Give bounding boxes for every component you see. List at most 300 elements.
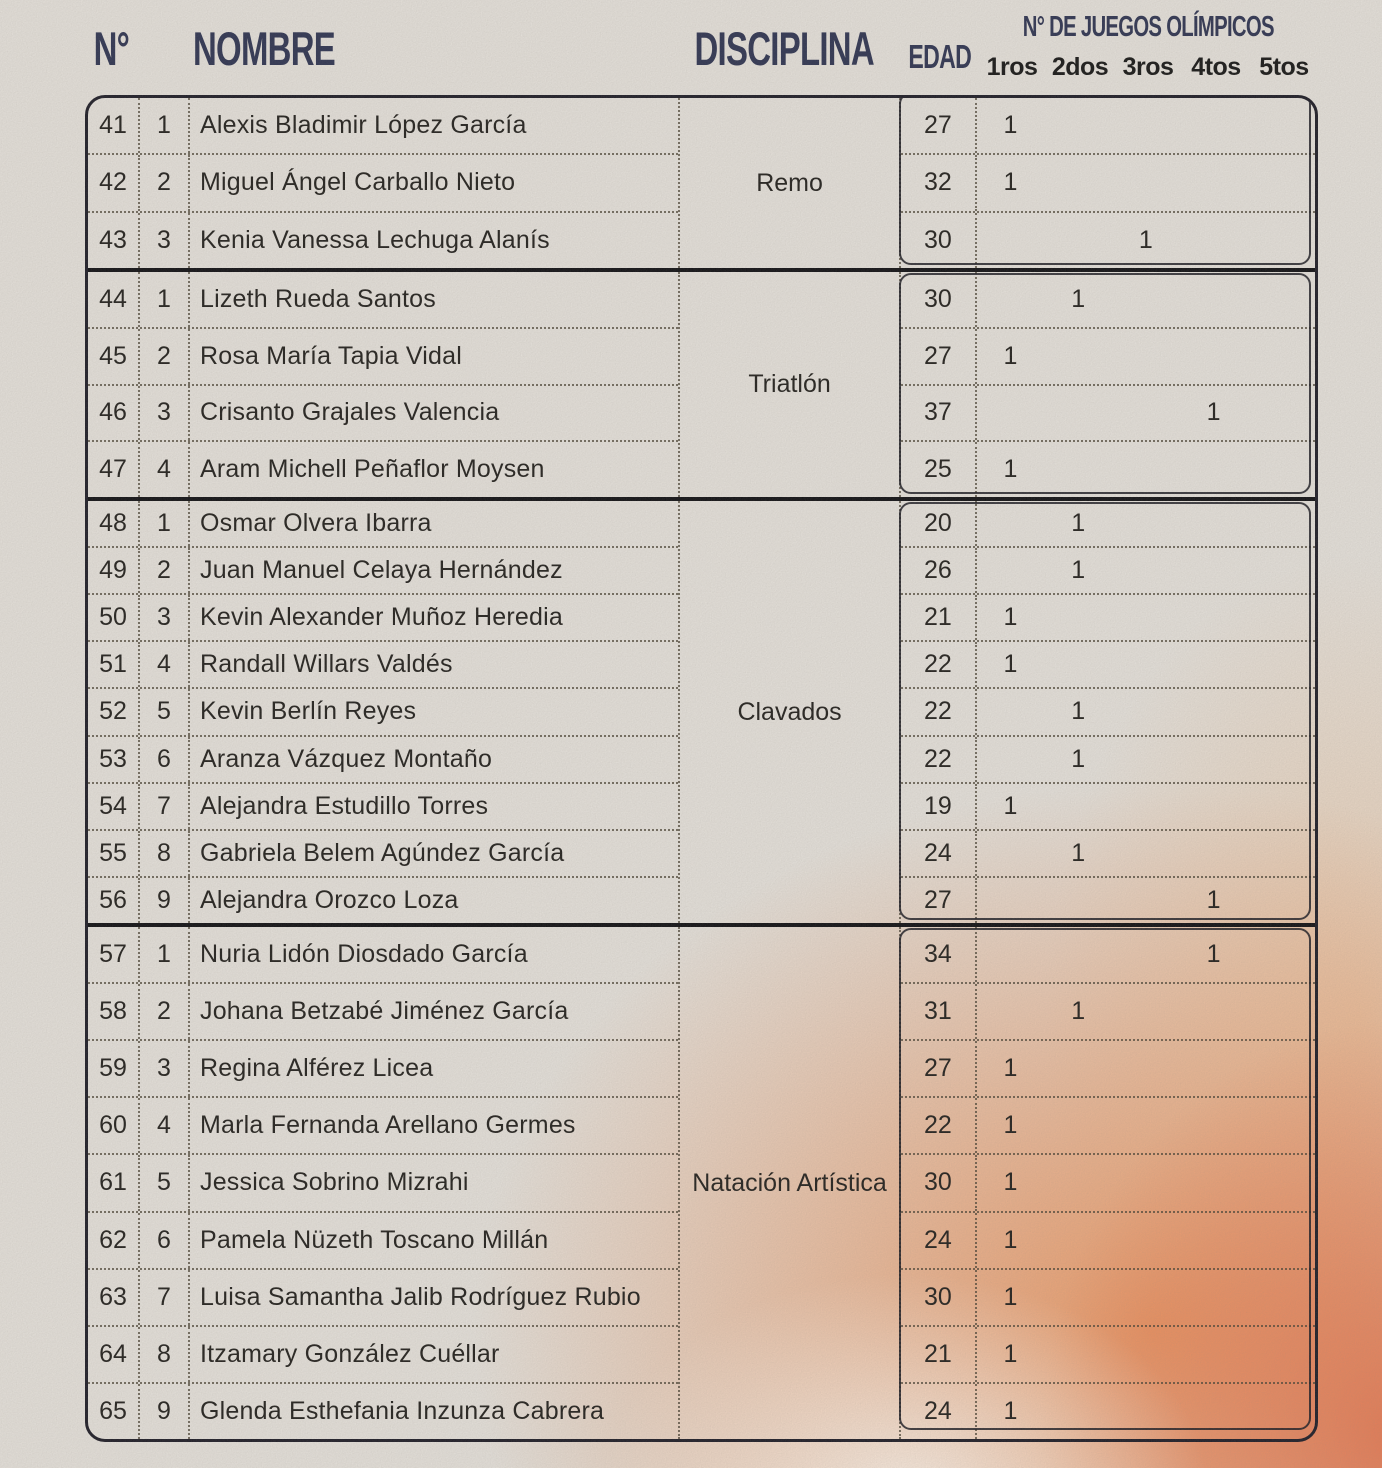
games-cell-2dos — [1044, 927, 1112, 982]
athlete-subnumber-cell: 5 — [140, 689, 190, 734]
games-cell-5tos — [1247, 386, 1315, 441]
athlete-subnumber-cell: 5 — [140, 1155, 190, 1210]
athlete-subnumber-cell: 8 — [140, 1327, 190, 1382]
athlete-number-cell: 60 — [88, 1098, 140, 1153]
games-cell-3ros — [1112, 595, 1180, 640]
games-cell-2dos — [1044, 1270, 1112, 1325]
athlete-row-right-52 — [901, 687, 1315, 734]
athlete-number-cell: 57 — [88, 927, 140, 982]
games-subheader-4tos: 4tos — [1191, 53, 1241, 81]
games-cell-5tos — [1247, 155, 1315, 210]
athlete-name-cell: Lizeth Rueda Santos — [200, 284, 436, 313]
athlete-age-cell: 24 — [901, 1213, 977, 1268]
athlete-subnumber-cell: 1 — [140, 98, 190, 153]
column-header-num — [85, 18, 137, 76]
athlete-row-left-43 — [88, 211, 678, 268]
games-cell-4tos — [1180, 737, 1248, 782]
athlete-name-cell: Crisanto Grajales Valencia — [200, 398, 500, 427]
athlete-name-cell: Kenia Vanessa Lechuga Alanís — [200, 225, 550, 254]
games-cell-4tos — [1180, 1213, 1248, 1268]
games-cell-3ros — [1112, 642, 1180, 687]
athlete-name-cell: Juan Manuel Celaya Hernández — [200, 556, 563, 585]
games-cell-5tos — [1247, 1155, 1315, 1210]
athlete-row-right-61 — [901, 1153, 1315, 1210]
athlete-subnumber-cell: 2 — [140, 329, 190, 384]
games-cell-3ros — [1112, 1041, 1180, 1096]
athlete-row-left-45 — [88, 327, 678, 384]
games-cell-1ros: 1 — [1003, 1111, 1018, 1140]
athlete-row-right-57 — [901, 927, 1315, 982]
games-cell-1ros: 1 — [1003, 603, 1018, 632]
games-cell-3ros — [1112, 386, 1180, 441]
athlete-name-cell: Alexis Bladimir López García — [200, 111, 527, 140]
games-cell-1ros: 1 — [1003, 1168, 1018, 1197]
athlete-name-cell: Nuria Lidón Diosdado García — [200, 940, 528, 969]
athlete-row-left-41 — [88, 98, 678, 153]
games-cell-1ros — [977, 927, 1045, 982]
column-header-nombre-label: NOMBRE — [193, 22, 336, 75]
column-header-nombre — [187, 18, 613, 76]
athlete-row-left-46 — [88, 384, 678, 441]
athlete-number-cell: 42 — [88, 155, 140, 210]
athlete-row-right-63 — [901, 1268, 1315, 1325]
discipline-group-clavados — [88, 497, 1315, 923]
games-cell-5tos — [1247, 737, 1315, 782]
column-header-num-label: N° — [93, 22, 129, 75]
athlete-number-cell: 48 — [88, 501, 140, 546]
age-games-rows — [901, 927, 1315, 1439]
athlete-subnumber-cell: 3 — [140, 213, 190, 268]
games-cell-4tos — [1180, 689, 1248, 734]
athlete-name-cell: Aram Michell Peñaflor Moysen — [200, 455, 545, 484]
column-header-games-group — [978, 8, 1318, 44]
games-cell-2dos: 1 — [1071, 509, 1086, 538]
games-cell-1ros: 1 — [1003, 650, 1018, 679]
column-header-disciplina — [667, 18, 902, 76]
athlete-row-right-55 — [901, 829, 1315, 876]
athlete-row-right-42 — [901, 153, 1315, 210]
games-cell-4tos: 1 — [1206, 398, 1221, 427]
athlete-number-cell: 49 — [88, 548, 140, 593]
athlete-age-cell: 27 — [901, 1041, 977, 1096]
athlete-age-cell: 30 — [901, 1270, 977, 1325]
athlete-number-cell: 52 — [88, 689, 140, 734]
athlete-row-right-60 — [901, 1096, 1315, 1153]
age-games-rows — [901, 98, 1315, 268]
discipline-label: Triatlón — [748, 370, 831, 398]
athlete-number-cell: 47 — [88, 442, 140, 497]
athlete-row-left-65 — [88, 1382, 678, 1439]
athlete-age-cell: 32 — [901, 155, 977, 210]
games-cell-4tos — [1180, 1270, 1248, 1325]
games-cell-3ros — [1112, 1213, 1180, 1268]
athlete-age-cell: 24 — [901, 831, 977, 876]
athlete-row-left-47 — [88, 440, 678, 497]
athlete-row-right-54 — [901, 782, 1315, 829]
games-cell-2dos — [1044, 642, 1112, 687]
athlete-age-cell: 22 — [901, 737, 977, 782]
athlete-number-cell: 62 — [88, 1213, 140, 1268]
athlete-number-cell: 64 — [88, 1327, 140, 1382]
athlete-left-rows — [88, 927, 678, 1439]
games-cell-1ros — [977, 386, 1045, 441]
athlete-row-left-63 — [88, 1268, 678, 1325]
games-cell-3ros — [1112, 98, 1180, 153]
athlete-row-left-52 — [88, 687, 678, 734]
discipline-label: Clavados — [737, 697, 842, 726]
games-cell-4tos: 1 — [1206, 885, 1221, 914]
athlete-age-cell: 27 — [901, 878, 977, 923]
athlete-row-left-56 — [88, 876, 678, 923]
athlete-age-cell: 26 — [901, 548, 977, 593]
games-cell-2dos — [1044, 98, 1112, 153]
games-cell-3ros — [1112, 689, 1180, 734]
athlete-name-cell: Itzamary González Cuéllar — [200, 1339, 500, 1368]
athlete-number-cell: 55 — [88, 831, 140, 876]
athlete-row-right-43 — [901, 211, 1315, 268]
games-cell-3ros: 1 — [1138, 225, 1153, 254]
athlete-row-left-53 — [88, 735, 678, 782]
games-cell-2dos — [1044, 1327, 1112, 1382]
athlete-subnumber-cell: 8 — [140, 831, 190, 876]
athlete-subnumber-cell: 2 — [140, 984, 190, 1039]
athlete-subnumber-cell: 4 — [140, 442, 190, 497]
athlete-subnumber-cell: 7 — [140, 784, 190, 829]
games-cell-4tos — [1180, 1384, 1248, 1439]
athlete-age-cell: 30 — [901, 1155, 977, 1210]
games-subheader-5tos: 5tos — [1259, 53, 1309, 81]
games-cell-1ros — [977, 689, 1045, 734]
games-cell-3ros — [1112, 442, 1180, 497]
games-cell-1ros — [977, 737, 1045, 782]
athlete-name-cell: Gabriela Belem Agúndez García — [200, 838, 565, 867]
athlete-name-cell: Glenda Esthefania Inzunza Cabrera — [200, 1396, 605, 1425]
games-cell-2dos — [1044, 1041, 1112, 1096]
games-cell-4tos — [1180, 984, 1248, 1039]
athlete-row-left-49 — [88, 546, 678, 593]
athlete-age-cell: 22 — [901, 689, 977, 734]
athlete-name-cell: Regina Alférez Licea — [200, 1054, 434, 1083]
games-cell-5tos — [1247, 927, 1315, 982]
athlete-subnumber-cell: 2 — [140, 155, 190, 210]
athlete-row-left-48 — [88, 501, 678, 546]
column-header-games-group-label: N° DE JUEGOS OLÍMPICOS — [1022, 11, 1274, 43]
athlete-roster-table — [85, 95, 1318, 1442]
athlete-subnumber-cell: 3 — [140, 1041, 190, 1096]
athlete-row-left-55 — [88, 829, 678, 876]
athlete-subnumber-cell: 3 — [140, 386, 190, 441]
games-cell-1ros — [977, 878, 1045, 923]
athlete-number-cell: 41 — [88, 98, 140, 153]
games-cell-1ros: 1 — [1003, 341, 1018, 370]
athlete-name-cell: Johana Betzabé Jiménez García — [200, 997, 569, 1026]
athlete-row-right-47 — [901, 440, 1315, 497]
games-cell-3ros — [1112, 155, 1180, 210]
games-cell-4tos — [1180, 213, 1248, 268]
games-cell-3ros — [1112, 548, 1180, 593]
athlete-row-right-41 — [901, 98, 1315, 153]
column-header-edad-label: EDAD — [908, 38, 972, 75]
games-cell-5tos — [1247, 272, 1315, 327]
athlete-name-cell: Rosa María Tapia Vidal — [200, 341, 462, 370]
games-cell-4tos — [1180, 329, 1248, 384]
athlete-subnumber-cell: 1 — [140, 927, 190, 982]
athlete-row-right-64 — [901, 1325, 1315, 1382]
games-cell-5tos — [1247, 98, 1315, 153]
athlete-row-left-58 — [88, 982, 678, 1039]
age-games-panel — [901, 501, 1315, 923]
athlete-age-cell: 20 — [901, 501, 977, 546]
athlete-name-cell: Jessica Sobrino Mizrahi — [200, 1168, 469, 1197]
athlete-name-cell: Marla Fernanda Arellano Germes — [200, 1111, 576, 1140]
games-cell-2dos — [1044, 1098, 1112, 1153]
games-cell-5tos — [1247, 595, 1315, 640]
games-cell-4tos — [1180, 831, 1248, 876]
games-cell-1ros: 1 — [1003, 1054, 1018, 1083]
games-cell-1ros: 1 — [1003, 111, 1018, 140]
games-cell-4tos — [1180, 784, 1248, 829]
games-cell-5tos — [1247, 878, 1315, 923]
games-cell-1ros — [977, 272, 1045, 327]
athlete-age-cell: 37 — [901, 386, 977, 441]
athlete-row-left-42 — [88, 153, 678, 210]
athlete-row-left-59 — [88, 1039, 678, 1096]
athlete-age-cell: 30 — [901, 213, 977, 268]
games-cell-4tos — [1180, 548, 1248, 593]
games-cell-2dos — [1044, 1384, 1112, 1439]
games-cell-1ros — [977, 831, 1045, 876]
athlete-number-cell: 45 — [88, 329, 140, 384]
athlete-number-cell: 50 — [88, 595, 140, 640]
athlete-row-right-45 — [901, 327, 1315, 384]
athlete-age-cell: 21 — [901, 1327, 977, 1382]
discipline-cell — [678, 98, 901, 268]
games-cell-2dos — [1044, 213, 1112, 268]
games-cell-2dos — [1044, 878, 1112, 923]
athlete-row-right-44 — [901, 272, 1315, 327]
age-games-panel — [901, 927, 1315, 1439]
games-cell-5tos — [1247, 642, 1315, 687]
athlete-row-left-60 — [88, 1096, 678, 1153]
games-cell-4tos — [1180, 501, 1248, 546]
games-subheader-2dos: 2dos — [1051, 53, 1109, 81]
games-cell-2dos: 1 — [1071, 997, 1086, 1026]
games-cell-3ros — [1112, 927, 1180, 982]
age-games-rows — [901, 501, 1315, 923]
athlete-subnumber-cell: 4 — [140, 642, 190, 687]
games-cell-1ros — [977, 548, 1045, 593]
age-games-rows — [901, 272, 1315, 497]
games-cell-4tos — [1180, 595, 1248, 640]
age-games-panel — [901, 98, 1315, 268]
games-cell-3ros — [1112, 1327, 1180, 1382]
athlete-row-left-54 — [88, 782, 678, 829]
games-cell-4tos — [1180, 155, 1248, 210]
games-cell-1ros: 1 — [1003, 1339, 1018, 1368]
athlete-row-right-51 — [901, 640, 1315, 687]
discipline-group-natacion-artistica — [88, 923, 1315, 1439]
games-subheader-1ros: 1ros — [986, 53, 1038, 81]
athlete-subnumber-cell: 2 — [140, 548, 190, 593]
athlete-number-cell: 54 — [88, 784, 140, 829]
athlete-age-cell: 27 — [901, 98, 977, 153]
games-cell-1ros: 1 — [1003, 1396, 1018, 1425]
age-games-panel — [901, 272, 1315, 497]
games-cell-2dos — [1044, 155, 1112, 210]
games-cell-3ros — [1112, 737, 1180, 782]
games-cell-3ros — [1112, 1270, 1180, 1325]
games-cell-4tos — [1180, 1041, 1248, 1096]
athlete-age-cell: 30 — [901, 272, 977, 327]
athlete-number-cell: 51 — [88, 642, 140, 687]
games-cell-1ros: 1 — [1003, 168, 1018, 197]
athlete-age-cell: 27 — [901, 329, 977, 384]
athlete-subnumber-cell: 9 — [140, 1384, 190, 1439]
discipline-label: Remo — [756, 168, 823, 197]
games-subheader-3ros: 3ros — [1122, 53, 1174, 81]
games-cell-2dos: 1 — [1071, 744, 1086, 773]
athlete-row-left-50 — [88, 593, 678, 640]
games-cell-5tos — [1247, 213, 1315, 268]
athlete-row-left-61 — [88, 1153, 678, 1210]
athlete-number-cell: 44 — [88, 272, 140, 327]
games-cell-2dos: 1 — [1071, 697, 1086, 726]
athlete-subnumber-cell: 1 — [140, 272, 190, 327]
games-cell-5tos — [1247, 501, 1315, 546]
games-cell-3ros — [1112, 501, 1180, 546]
games-cell-5tos — [1247, 1098, 1315, 1153]
athlete-number-cell: 63 — [88, 1270, 140, 1325]
athlete-name-cell: Osmar Olvera Ibarra — [200, 509, 432, 538]
athlete-age-cell: 24 — [901, 1384, 977, 1439]
discipline-group-remo — [88, 98, 1315, 268]
athlete-subnumber-cell: 6 — [140, 1213, 190, 1268]
athlete-subnumber-cell: 9 — [140, 878, 190, 923]
athlete-subnumber-cell: 4 — [140, 1098, 190, 1153]
games-cell-3ros — [1112, 272, 1180, 327]
games-cell-2dos: 1 — [1071, 838, 1086, 867]
games-cell-2dos: 1 — [1071, 556, 1086, 585]
athlete-name-cell: Aranza Vázquez Montaño — [200, 744, 493, 773]
athlete-name-cell: Luisa Samantha Jalib Rodríguez Rubio — [200, 1282, 641, 1311]
games-cell-3ros — [1112, 1384, 1180, 1439]
discipline-group-triatlon — [88, 268, 1315, 497]
athlete-name-cell: Alejandra Estudillo Torres — [200, 791, 489, 820]
games-cell-5tos — [1247, 1270, 1315, 1325]
athlete-age-cell: 31 — [901, 984, 977, 1039]
games-cell-4tos — [1180, 272, 1248, 327]
athlete-number-cell: 43 — [88, 213, 140, 268]
games-cell-5tos — [1247, 442, 1315, 497]
athlete-left-rows — [88, 272, 678, 497]
games-cell-3ros — [1112, 984, 1180, 1039]
games-cell-5tos — [1247, 784, 1315, 829]
athlete-row-right-48 — [901, 501, 1315, 546]
athlete-row-right-49 — [901, 546, 1315, 593]
games-cell-3ros — [1112, 1155, 1180, 1210]
athlete-row-right-53 — [901, 735, 1315, 782]
athlete-number-cell: 61 — [88, 1155, 140, 1210]
games-cell-4tos: 1 — [1206, 940, 1221, 969]
games-cell-5tos — [1247, 984, 1315, 1039]
games-cell-4tos — [1180, 442, 1248, 497]
games-cell-1ros: 1 — [1003, 455, 1018, 484]
athlete-name-cell: Kevin Alexander Muñoz Heredia — [200, 603, 563, 632]
column-header-disciplina-label: DISCIPLINA — [694, 22, 875, 75]
discipline-label: Natación Artística — [692, 1168, 887, 1197]
athlete-number-cell: 58 — [88, 984, 140, 1039]
games-cell-5tos — [1247, 1213, 1315, 1268]
games-cell-2dos — [1044, 1213, 1112, 1268]
athlete-age-cell: 19 — [901, 784, 977, 829]
games-cell-4tos — [1180, 1155, 1248, 1210]
athlete-row-left-51 — [88, 640, 678, 687]
games-cell-4tos — [1180, 1327, 1248, 1382]
athlete-subnumber-cell: 3 — [140, 595, 190, 640]
games-cell-1ros: 1 — [1003, 1225, 1018, 1254]
games-cell-4tos — [1180, 642, 1248, 687]
athlete-row-right-46 — [901, 384, 1315, 441]
games-cell-2dos — [1044, 329, 1112, 384]
discipline-cell — [678, 927, 901, 1439]
athlete-age-cell: 22 — [901, 642, 977, 687]
athlete-row-right-58 — [901, 982, 1315, 1039]
athlete-number-cell: 46 — [88, 386, 140, 441]
athlete-number-cell: 53 — [88, 737, 140, 782]
athlete-subnumber-cell: 7 — [140, 1270, 190, 1325]
athlete-number-cell: 65 — [88, 1384, 140, 1439]
games-cell-3ros — [1112, 878, 1180, 923]
games-edition-subheaders — [978, 48, 1318, 82]
athlete-left-rows — [88, 98, 678, 268]
athlete-age-cell: 34 — [901, 927, 977, 982]
athlete-name-cell: Randall Willars Valdés — [200, 650, 453, 679]
games-cell-1ros — [977, 213, 1045, 268]
games-cell-2dos — [1044, 386, 1112, 441]
athlete-row-right-65 — [901, 1382, 1315, 1439]
games-cell-1ros — [977, 501, 1045, 546]
games-cell-2dos — [1044, 1155, 1112, 1210]
athlete-subnumber-cell: 6 — [140, 737, 190, 782]
games-cell-5tos — [1247, 1041, 1315, 1096]
games-cell-3ros — [1112, 329, 1180, 384]
athlete-row-left-57 — [88, 927, 678, 982]
discipline-cell — [678, 501, 901, 923]
games-cell-5tos — [1247, 329, 1315, 384]
games-cell-2dos — [1044, 442, 1112, 497]
athlete-age-cell: 25 — [901, 442, 977, 497]
athlete-name-cell: Miguel Ángel Carballo Nieto — [200, 168, 516, 197]
athlete-name-cell: Kevin Berlín Reyes — [200, 697, 417, 726]
athlete-age-cell: 22 — [901, 1098, 977, 1153]
games-cell-5tos — [1247, 689, 1315, 734]
athlete-row-right-62 — [901, 1211, 1315, 1268]
games-cell-5tos — [1247, 831, 1315, 876]
athlete-name-cell: Alejandra Orozco Loza — [200, 885, 459, 914]
athlete-row-right-50 — [901, 593, 1315, 640]
athlete-number-cell: 56 — [88, 878, 140, 923]
games-cell-2dos — [1044, 784, 1112, 829]
discipline-cell — [678, 272, 901, 497]
games-cell-5tos — [1247, 548, 1315, 593]
athlete-row-right-56 — [901, 876, 1315, 923]
games-cell-4tos — [1180, 1098, 1248, 1153]
athlete-name-cell: Pamela Nüzeth Toscano Millán — [200, 1225, 549, 1254]
games-cell-3ros — [1112, 784, 1180, 829]
athlete-row-left-64 — [88, 1325, 678, 1382]
games-cell-3ros — [1112, 1098, 1180, 1153]
games-cell-4tos — [1180, 98, 1248, 153]
